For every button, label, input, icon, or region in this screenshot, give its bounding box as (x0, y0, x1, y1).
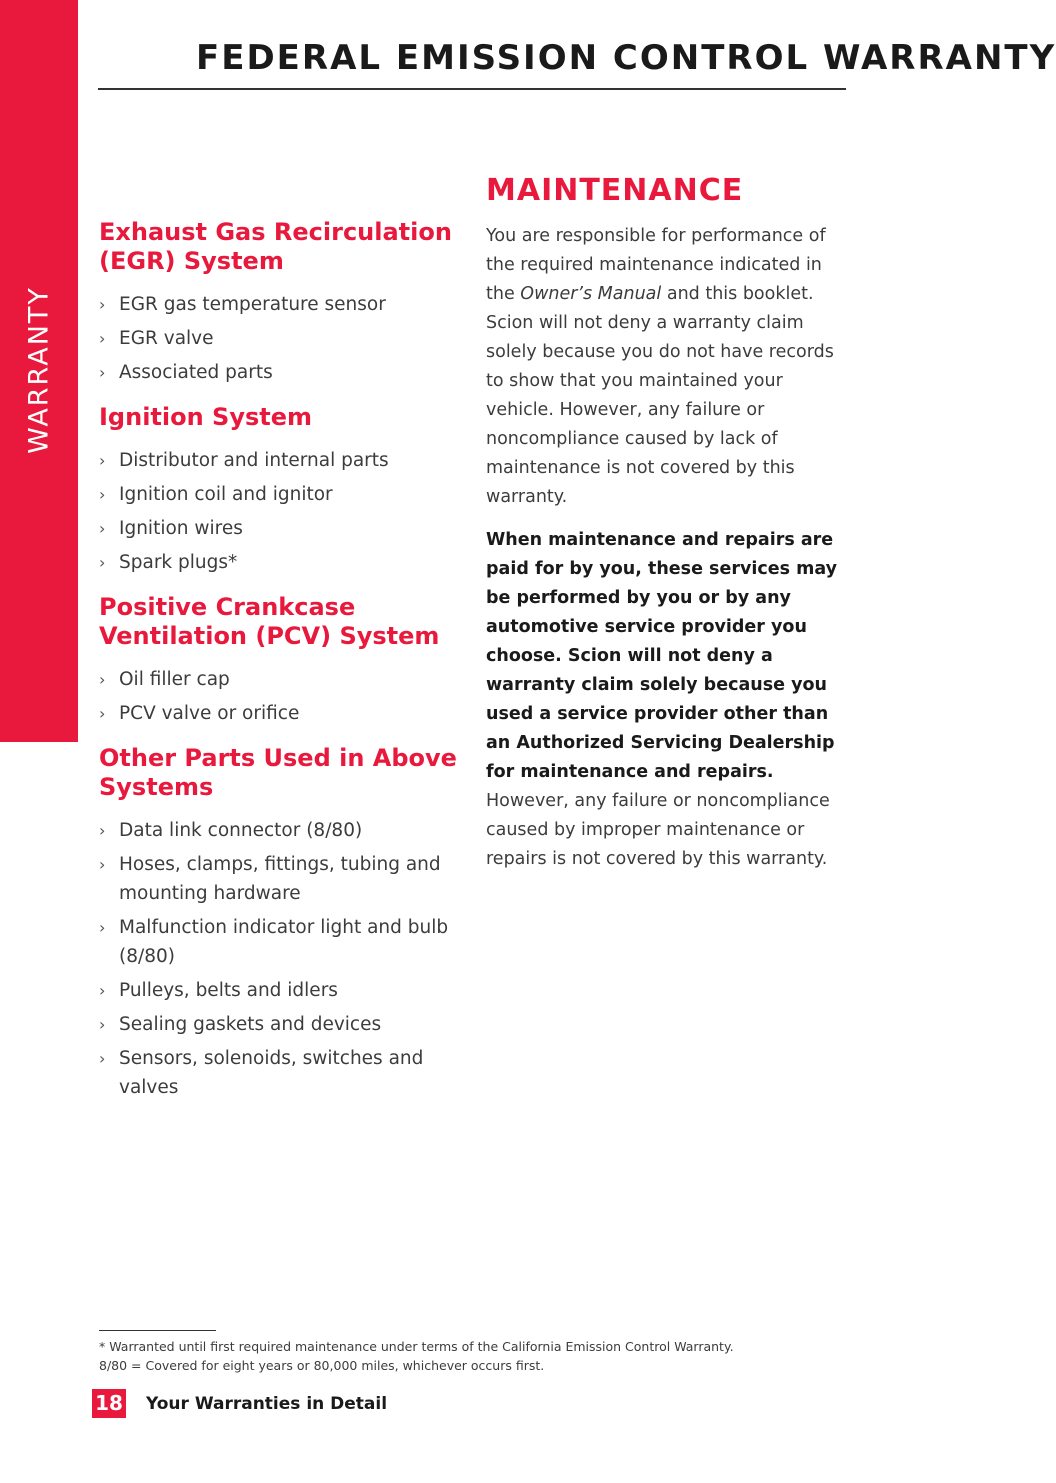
list-item: › Data link connector (8/80) (99, 816, 459, 845)
chevron-right-icon: › (99, 363, 106, 382)
list-item: › Sensors, solenoids, switches and valves (99, 1044, 459, 1102)
section-title: Exhaust Gas Recirculation (EGR) System (99, 218, 452, 275)
service-provider-paragraph: When maintenance and repairs are paid for by you, these services may be performed by you or by any automotive service provider you choose. Scion will not deny a warranty claim solely because you used a service provider other than an Authorized Servicing Dealership for maintenance and repairs. However, any failure or noncompliance caused by improper maintenance or repairs is not covered by this warranty. (486, 530, 838, 869)
bullet-list (99, 665, 459, 728)
footer-label: Your Warranties in Detail (146, 1394, 388, 1414)
list-item: › PCV valve or orifice (99, 699, 459, 728)
chevron-right-icon: › (99, 329, 106, 348)
list-item: › Associated parts (99, 358, 459, 387)
section-title: Positive Crankcase Ventilation (PCV) System (99, 593, 440, 650)
list-item: › Ignition coil and ignitor (99, 480, 459, 509)
footnote-line: 8/80 = Covered for eight years or 80,000 miles, whichever occurs first. (99, 1358, 545, 1373)
left-column (99, 218, 459, 1107)
right-column (486, 172, 852, 888)
footnote-divider (99, 1330, 216, 1331)
chevron-right-icon: › (99, 918, 106, 937)
chevron-right-icon: › (99, 821, 106, 840)
sidebar-band (0, 0, 78, 742)
chevron-right-icon: › (99, 981, 106, 1000)
header-divider (98, 88, 846, 90)
section-other-parts (99, 744, 459, 1102)
bullet-list (99, 446, 459, 577)
bullet-list (99, 816, 459, 1102)
list-item: › Oil filler cap (99, 665, 459, 694)
list-item: › Sealing gaskets and devices (99, 1010, 459, 1039)
list-item: › EGR valve (99, 324, 459, 353)
section-ignition (99, 403, 459, 577)
list-item: › Hoses, clamps, fittings, tubing and mounting hardware (99, 850, 459, 908)
list-item: › Distributor and internal parts (99, 446, 459, 475)
page-number-badge: 18 (92, 1389, 126, 1418)
chevron-right-icon: › (99, 1049, 106, 1068)
section-egr (99, 218, 459, 387)
footnote (99, 1337, 859, 1375)
chevron-right-icon: › (99, 485, 106, 504)
maintenance-paragraph: You are responsible for performance of the required maintenance indicated in the Owner’s Manual and this booklet. Scion will not deny a warranty claim solely because you do not have records to show that you maintained your vehicle. However, any failure or noncompliance caused by lack of maintenance is not covered by this warranty. (486, 226, 834, 507)
page-title: FEDERAL EMISSION CONTROL WARRANTY (196, 38, 1056, 78)
bullet-list (99, 290, 459, 387)
owners-manual-reference: Owner’s Manual (520, 284, 662, 304)
chevron-right-icon: › (99, 670, 106, 689)
chevron-right-icon: › (99, 451, 106, 470)
list-item: › Pulleys, belts and idlers (99, 976, 459, 1005)
chevron-right-icon: › (99, 855, 106, 874)
chevron-right-icon: › (99, 1015, 106, 1034)
chevron-right-icon: › (99, 295, 106, 314)
list-item: › EGR gas temperature sensor (99, 290, 459, 319)
section-pcv (99, 593, 459, 728)
list-item: › Spark plugs* (99, 548, 459, 577)
maintenance-title: MAINTENANCE (486, 173, 744, 208)
sidebar-label: WARRANTY (23, 286, 55, 454)
chevron-right-icon: › (99, 704, 106, 723)
chevron-right-icon: › (99, 519, 106, 538)
list-item: › Malfunction indicator light and bulb (8/80) (99, 913, 459, 971)
footnote-line: * Warranted until first required maintenance under terms of the California Emission Control Warranty. (99, 1339, 734, 1354)
section-title: Ignition System (99, 403, 313, 431)
section-title: Other Parts Used in Above Systems (99, 744, 457, 801)
list-item: › Ignition wires (99, 514, 459, 543)
chevron-right-icon: › (99, 553, 106, 572)
